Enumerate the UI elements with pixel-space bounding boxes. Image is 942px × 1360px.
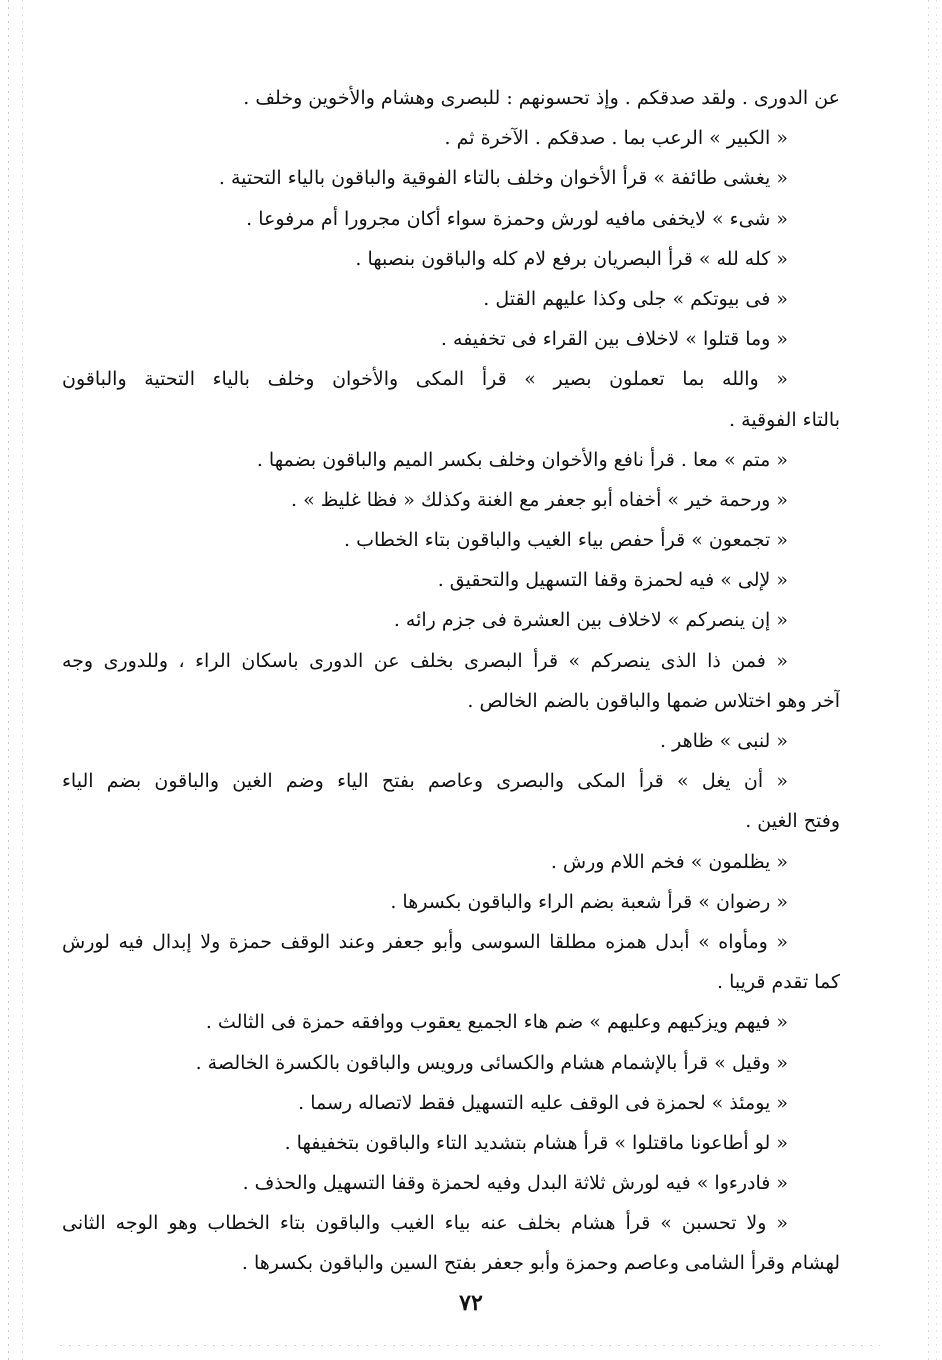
text-line: « شىء » لايخفى مافيه لورش وحمزة سواء أكان مجرورا أم مرفوعا . [246, 207, 788, 230]
text-line: « الكبير » الرعب بما . صدقكم . الآخرة ثم . [444, 127, 788, 150]
text-line: « والله بما تعملون بصير » قرأ المكى والأخوان وخلف بالياء التحتية والباقون [62, 368, 788, 391]
scan-edge-right [928, 0, 929, 1360]
scan-edge-bottom [60, 1345, 880, 1346]
text-line: « أن يغل » قرأ المكى والبصرى وعاصم بفتح الياء وضم الغين والباقون بضم الياء [62, 770, 788, 793]
scan-edge-left [8, 0, 9, 1360]
text-line: « متم » معا . قرأ نافع والأخوان وخلف بكسر الميم والباقون بضمها . [256, 448, 788, 471]
text-line: وفتح الغين . [745, 810, 840, 833]
text-line: « يظلمون » فخم اللام ورش . [550, 850, 788, 873]
text-line: « يغشى طائفة » قرأ الأخوان وخلف بالتاء الفوقية والباقون بالياء التحتية . [218, 167, 788, 190]
text-line: « فيهم ويزكيهم وعليهم » ضم هاء الجميع يعقوب ووافقه حمزة فى الثالث . [205, 1011, 788, 1034]
text-line: « وقيل » قرأ بالإشمام هشام والكسائى ورويس والباقون بالكسرة الخالصة . [195, 1051, 788, 1074]
scan-edge-left-inner [22, 0, 23, 1360]
page-body-text [62, 78, 840, 1284]
text-line: « ومأواه » أبدل همزه مطلقا السوسى وأبو جعفر وعند الوقف حمزة ولا إبدال فيه لورش [62, 930, 788, 953]
text-line: « ولا تحسبن » قرأ هشام بخلف عنه بياء الغيب والباقون بتاء الخطاب وهو الوجه الثانى [62, 1212, 788, 1235]
text-line: « لإلى » فيه لحمزة وقفا التسهيل والتحقيق . [437, 569, 788, 592]
text-line: لهشام وقرأ الشامى وعاصم وحمزة وأبو جعفر بفتح السين والباقون بكسرها . [241, 1252, 840, 1275]
text-line: « فادرءوا » فيه لورش ثلاثة البدل وفيه لحمزة وقفا التسهيل والحذف . [242, 1172, 788, 1195]
page-number: ٧٢ [459, 1290, 483, 1316]
text-line: « وما قتلوا » لاخلاف بين القراء فى تخفيفه . [440, 328, 788, 351]
text-line: آخر وهو اختلاس ضمها والباقون بالضم الخالص . [467, 689, 840, 712]
text-line: « فمن ذا الذى ينصركم » قرأ البصرى بخلف عن الدورى باسكان الراء ، وللدورى وجه [62, 649, 788, 672]
text-line: « كله لله » قرأ البصريان برفع لام كله والباقون بنصبها . [355, 247, 788, 270]
text-line: « ورحمة خير » أخفاه أبو جعفر مع الغنة وكذلك « فظا غليظ » . [291, 488, 788, 511]
text-line: « إن ينصركم » لاخلاف بين العشرة فى جزم رائه . [393, 609, 788, 632]
scan-edge-right-outer [936, 0, 937, 1360]
text-line: « لو أطاعونا ماقتلوا » قرأ هشام بتشديد التاء والباقون بتخفيفها . [284, 1131, 788, 1154]
text-line: « رضوان » قرأ شعبة بضم الراء والباقون بكسرها . [390, 890, 788, 913]
text-line: عن الدورى . ولقد صدقكم . وإذ تحسونهم : للبصرى وهشام والأخوين وخلف . [243, 87, 840, 109]
text-line: « فى بيوتكم » جلى وكذا عليهم القتل . [483, 287, 788, 310]
text-line: « لنبى » ظاهر . [660, 730, 788, 752]
text-line: « يومئذ » لحمزة فى الوقف عليه التسهيل فقط لاتصاله رسما . [298, 1091, 788, 1114]
text-line: بالتاء الفوقية . [729, 408, 840, 431]
text-line: كما تقدم قريبا . [717, 971, 840, 994]
text-line: « تجمعون » قرأ حفص بياء الغيب والباقون بتاء الخطاب . [344, 529, 788, 552]
